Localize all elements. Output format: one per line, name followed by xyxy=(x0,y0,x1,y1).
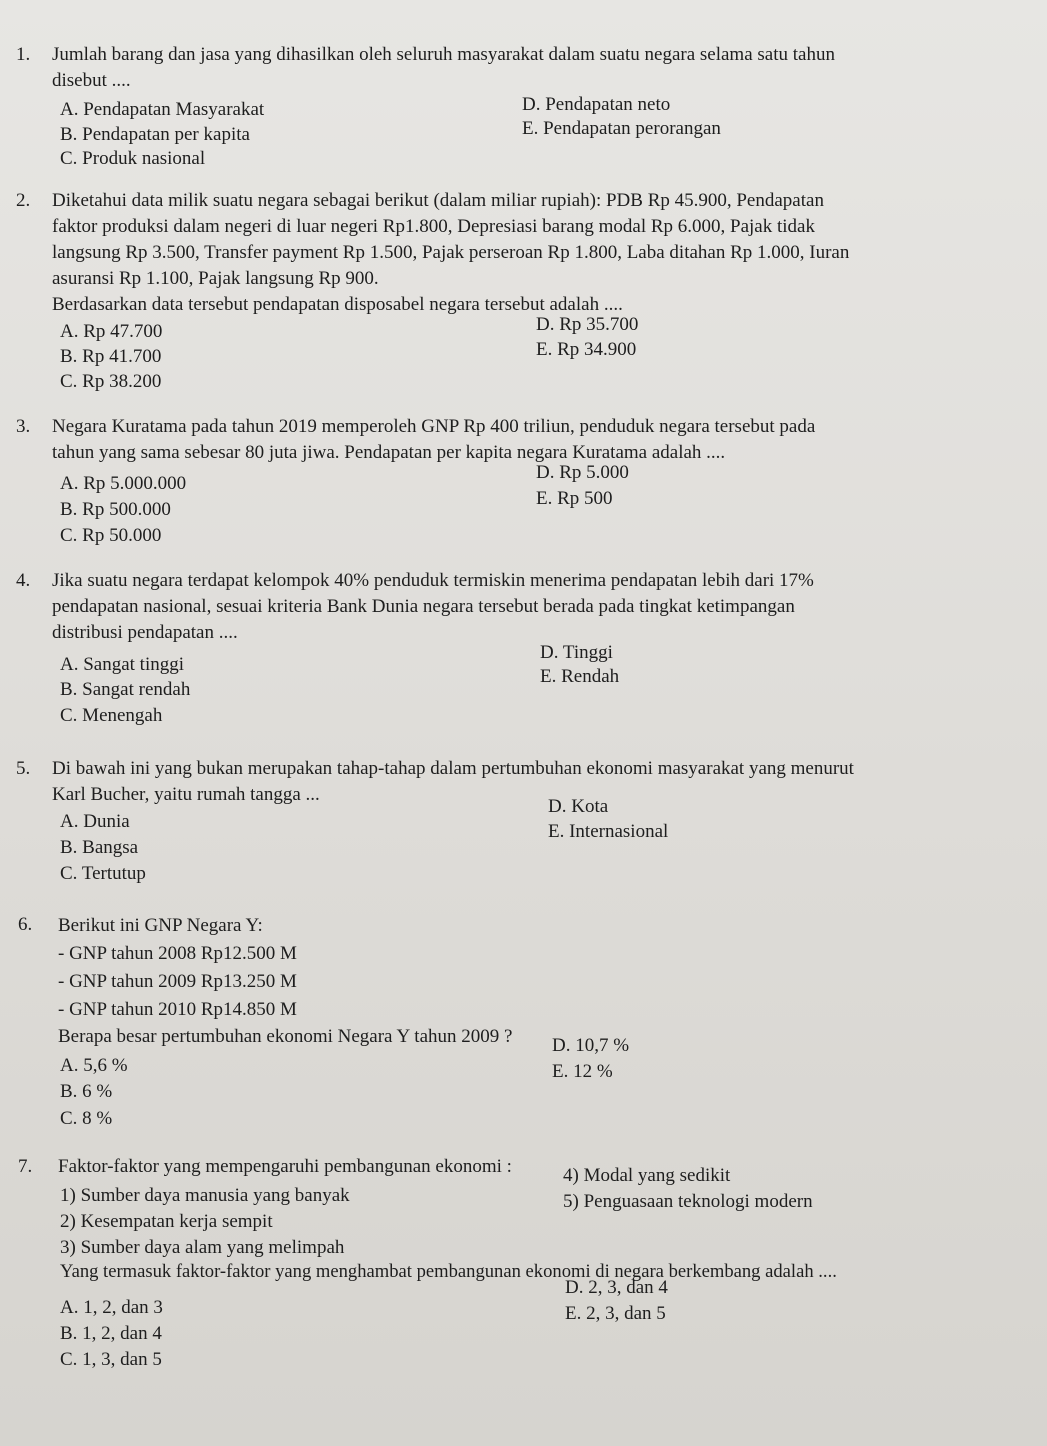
option-d[interactable]: D. Tinggi xyxy=(540,642,613,663)
stem-line: pendapatan nasional, sesuai kriteria Bank Dunia negara tersebut berada pada tingkat ketimpangan xyxy=(52,596,795,617)
stem-line: - GNP tahun 2008 Rp12.500 M xyxy=(58,943,297,964)
option-d[interactable]: D. Rp 35.700 xyxy=(536,314,639,335)
question-number: 4. xyxy=(16,570,31,591)
option-c[interactable]: C. Menengah xyxy=(60,705,163,726)
stem-line: Faktor-faktor yang mempengaruhi pembangunan ekonomi : xyxy=(58,1156,512,1177)
stem-line: Diketahui data milik suatu negara sebagai berikut (dalam miliar rupiah): PDB Rp 45.900, Pendapatan xyxy=(52,190,824,211)
option-d[interactable]: D. Pendapatan neto xyxy=(522,94,671,115)
stem-line: - GNP tahun 2010 Rp14.850 M xyxy=(58,999,297,1020)
question-line: Yang termasuk faktor-faktor yang menghambat pembangunan ekonomi di negara berkembang adalah .... xyxy=(60,1261,837,1282)
question-stem xyxy=(52,42,897,94)
option-c[interactable]: C. Rp 50.000 xyxy=(60,525,162,546)
question-number: 1. xyxy=(16,44,31,65)
stem-line: Jumlah barang dan jasa yang dihasilkan oleh seluruh masyarakat dalam suatu negara selama satu tahun xyxy=(52,44,835,65)
factor-item: 5) Penguasaan teknologi modern xyxy=(563,1191,813,1212)
option-a[interactable]: A. Sangat tinggi xyxy=(60,654,185,675)
option-e[interactable]: E. Rp 500 xyxy=(536,488,613,509)
option-e[interactable]: E. Rp 34.900 xyxy=(536,339,637,360)
stem-line: distribusi pendapatan .... xyxy=(52,622,238,643)
option-c[interactable]: C. Produk nasional xyxy=(60,148,206,169)
option-b[interactable]: B. Sangat rendah xyxy=(60,679,191,700)
option-d[interactable]: D. Kota xyxy=(548,796,609,817)
option-e[interactable]: E. 2, 3, dan 5 xyxy=(565,1303,666,1324)
option-a[interactable]: A. 5,6 % xyxy=(60,1055,128,1076)
question-number: 5. xyxy=(16,758,31,779)
question-number: 2. xyxy=(16,190,31,211)
stem-line: Berdasarkan data tersebut pendapatan disposabel negara tersebut adalah .... xyxy=(52,294,623,315)
option-e[interactable]: E. Internasional xyxy=(548,821,669,842)
stem-line: - GNP tahun 2009 Rp13.250 M xyxy=(58,971,297,992)
option-a[interactable]: A. Pendapatan Masyarakat xyxy=(60,99,265,120)
stem-line: Negara Kuratama pada tahun 2019 memperoleh GNP Rp 400 triliun, penduduk negara tersebut pada xyxy=(52,416,816,437)
stem-line: Karl Bucher, yaitu rumah tangga ... xyxy=(52,784,320,805)
option-a[interactable]: A. Rp 47.700 xyxy=(60,321,163,342)
option-a[interactable]: A. Rp 5.000.000 xyxy=(60,473,187,494)
stem-line: asuransi Rp 1.100, Pajak langsung Rp 900. xyxy=(52,268,379,289)
factor-item: 1) Sumber daya manusia yang banyak xyxy=(60,1185,350,1206)
question-stem xyxy=(52,568,897,646)
question-stem xyxy=(52,188,897,318)
question-stem xyxy=(58,1154,897,1180)
option-d[interactable]: D. 10,7 % xyxy=(552,1035,630,1056)
option-b[interactable]: B. 6 % xyxy=(60,1081,113,1102)
stem-line: Di bawah ini yang bukan merupakan tahap-tahap dalam pertumbuhan ekonomi masyarakat yang menurut xyxy=(52,758,854,779)
option-c[interactable]: C. Rp 38.200 xyxy=(60,371,162,392)
question-stem xyxy=(52,414,897,466)
option-c[interactable]: C. 8 % xyxy=(60,1108,113,1129)
stem-line: Berikut ini GNP Negara Y: xyxy=(58,915,263,936)
option-c[interactable]: C. 1, 3, dan 5 xyxy=(60,1349,162,1370)
question-number: 6. xyxy=(18,914,33,935)
question-number: 7. xyxy=(18,1156,33,1177)
option-a[interactable]: A. Dunia xyxy=(60,811,130,832)
option-a[interactable]: A. 1, 2, dan 3 xyxy=(60,1297,163,1318)
option-e[interactable]: E. Rendah xyxy=(540,666,620,687)
option-b[interactable]: B. Rp 41.700 xyxy=(60,346,162,367)
factor-item: 4) Modal yang sedikit xyxy=(563,1165,731,1186)
option-c[interactable]: C. Tertutup xyxy=(60,863,146,884)
question-stem xyxy=(52,756,897,808)
option-d[interactable]: D. 2, 3, dan 4 xyxy=(565,1277,668,1298)
option-b[interactable]: B. Rp 500.000 xyxy=(60,499,171,520)
option-b[interactable]: B. 1, 2, dan 4 xyxy=(60,1323,162,1344)
question-number: 3. xyxy=(16,416,31,437)
stem-line: langsung Rp 3.500, Transfer payment Rp 1.500, Pajak perseroan Rp 1.800, Laba ditahan Rp 1.000, Iuran xyxy=(52,242,850,263)
factor-item: 3) Sumber daya alam yang melimpah xyxy=(60,1237,345,1258)
stem-line: faktor produksi dalam negeri di luar negeri Rp1.800, Depresiasi barang modal Rp 6.000, Pajak tidak xyxy=(52,216,815,237)
option-b[interactable]: B. Bangsa xyxy=(60,837,139,858)
factor-item: 2) Kesempatan kerja sempit xyxy=(60,1211,273,1232)
question-stem xyxy=(58,912,897,1050)
option-d[interactable]: D. Rp 5.000 xyxy=(536,462,629,483)
stem-line: tahun yang sama sebesar 80 juta jiwa. Pendapatan per kapita negara Kuratama adalah .... xyxy=(52,442,726,463)
stem-line: Jika suatu negara terdapat kelompok 40% penduduk termiskin menerima pendapatan lebih dari 17% xyxy=(52,570,814,591)
option-b[interactable]: B. Pendapatan per kapita xyxy=(60,124,250,145)
option-e[interactable]: E. 12 % xyxy=(552,1061,613,1082)
stem-line: Berapa besar pertumbuhan ekonomi Negara Y tahun 2009 ? xyxy=(58,1026,513,1047)
option-e[interactable]: E. Pendapatan perorangan xyxy=(522,118,721,139)
stem-line: disebut .... xyxy=(52,70,131,91)
